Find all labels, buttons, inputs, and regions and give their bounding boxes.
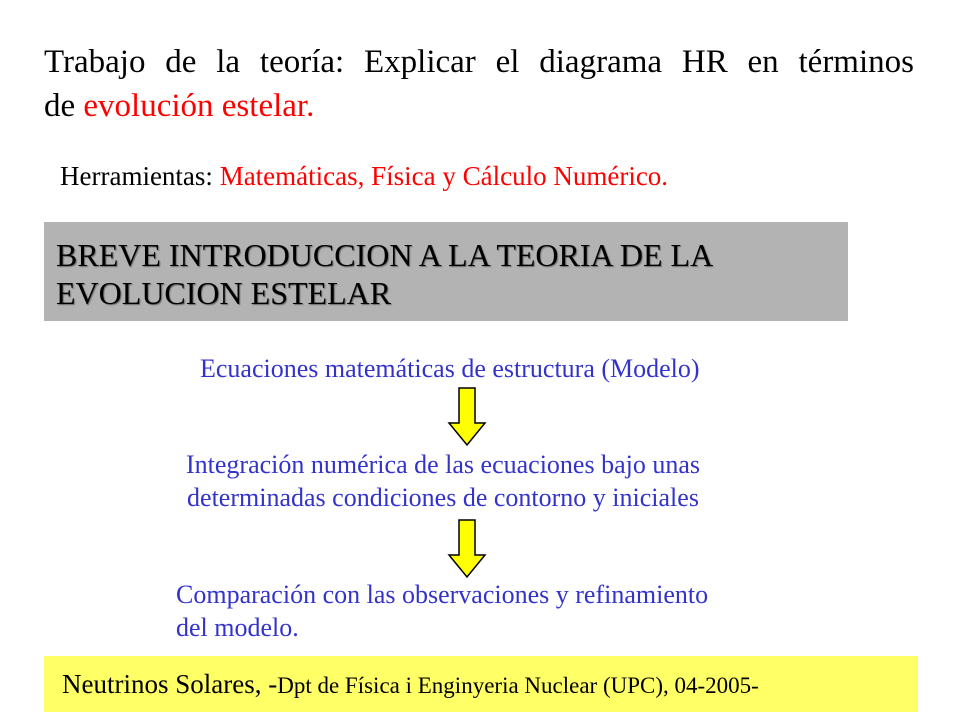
footer-department: Dpt de Física i Enginyeria Nuclear [277, 673, 598, 698]
step-equations [200, 352, 700, 385]
step-integration-line2: determinadas condiciones de contorno y iniciales [187, 483, 699, 512]
down-arrow-icon [447, 519, 487, 579]
step-integration-line1: Integración numérica de las ecuaciones bajo unas [186, 450, 700, 479]
step-comparison-line2: del modelo. [176, 613, 299, 642]
banner-line2: EVOLUCION ESTELAR [56, 275, 392, 311]
footer-main: Neutrinos Solares, - [62, 669, 278, 699]
tools-line [60, 158, 668, 194]
footer-tail: (UPC), 04-2005- [597, 673, 759, 698]
headline-line1: Trabajo de la teoría: Explicar el diagrama HR en términos [44, 44, 914, 80]
footer-bar [44, 656, 918, 712]
section-banner [44, 222, 848, 321]
step-equations-text: Ecuaciones matemáticas de estructura (Modelo) [200, 354, 700, 383]
headline-line2-black: de [44, 88, 76, 124]
footer-text [62, 668, 759, 702]
headline-line2-red: evolución estelar. [83, 88, 315, 124]
banner-title [56, 236, 713, 312]
step-comparison-line1: Comparación con las observaciones y refinamiento [176, 580, 709, 609]
tools-label: Herramientas: [60, 161, 213, 191]
down-arrow-icon [447, 387, 487, 447]
banner-line1: BREVE INTRODUCCION A LA TEORIA DE LA [56, 237, 714, 273]
tools-value: Matemáticas, Física y Cálculo Numérico. [219, 161, 669, 191]
step-comparison [176, 578, 708, 644]
step-integration [186, 448, 700, 514]
headline-line2 [44, 84, 314, 128]
